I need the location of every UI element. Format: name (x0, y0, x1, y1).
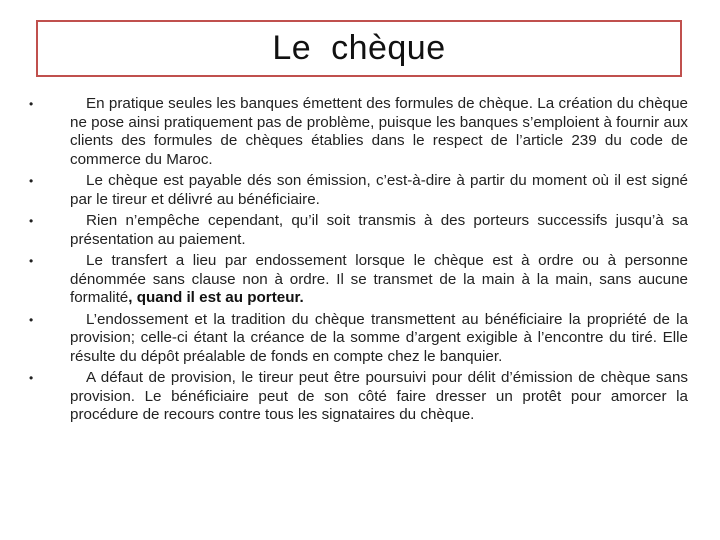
bullet-text-emphasis: , quand il est au porteur. (128, 289, 304, 306)
bullet-item-4 (28, 252, 688, 308)
bullet-text: L’endossement et la tradition du chèque transmettent au bénéficiaire la propriété de la provision; celle-ci étant la créance de la somme d’argent exigible à l’encontre du tiré. Elle résulte du dépôt préalable de fonds en compte chez le banquier. (70, 310, 688, 365)
bullet-icon: • (29, 174, 34, 188)
bullet-icon: • (29, 97, 34, 111)
bullet-text: Le chèque est payable dés son émission, c’est-à-dire à partir du moment où il est signé par le tireur et délivré au bénéficiaire. (70, 172, 688, 208)
bullet-text: A défaut de provision, le tireur peut être poursuivi pour délit d’émission de chèque sans provision. Le bénéficiaire peut de son côté faire dresser un protêt pour amorcer la procédure de recours contre tous les signataires du chèque. (70, 369, 688, 423)
bullet-icon: • (29, 371, 34, 385)
title-box (36, 20, 682, 77)
bullet-text-plain: Le transfert a lieu par endossement lorsque le chèque est à ordre ou à personne dénommée sans clause non à ordre. Il se transmet de la main à la main, sans aucune formalité (70, 252, 688, 306)
bullet-icon: • (29, 214, 34, 228)
bullet-item-3 (28, 212, 688, 249)
bullet-icon: • (29, 312, 34, 327)
bullet-icon: • (29, 254, 34, 268)
bullet-list (28, 95, 688, 428)
bullet-text: Rien n’empêche cependant, qu’il soit transmis à des porteurs successifs jusqu’à sa présentation au paiement. (70, 212, 688, 248)
slide-title: Le chèque (272, 29, 446, 67)
bullet-text: En pratique seules les banques émettent des formules de chèque. La création du chèque ne pose ainsi pratiquement pas de problème, puisque les banques s’emploient à fournir aux clients des formules de chèques établies dans le respect de l’article 239 du code de commerce du Maroc. (70, 95, 688, 168)
bullet-item-5 (28, 311, 688, 367)
bullet-item-6 (28, 369, 688, 425)
bullet-item-1 (28, 95, 688, 169)
bullet-text (70, 252, 688, 308)
bullet-item-2 (28, 172, 688, 209)
